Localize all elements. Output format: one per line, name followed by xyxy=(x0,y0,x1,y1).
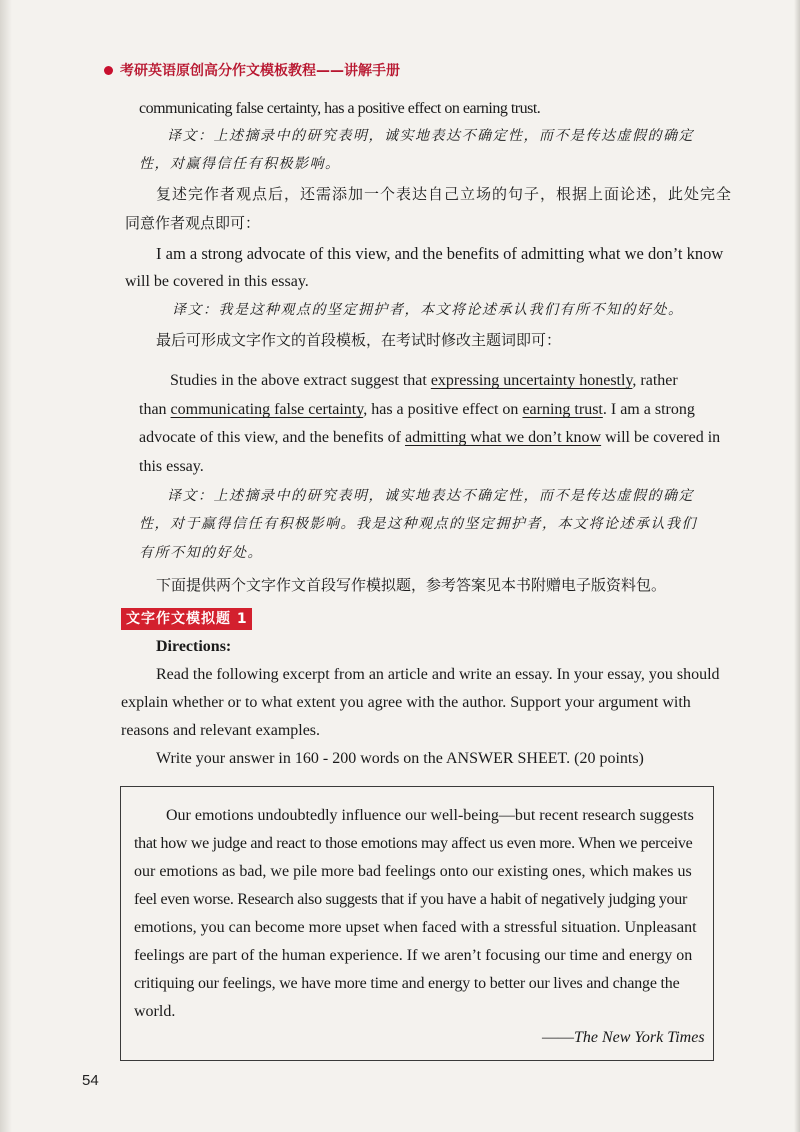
excerpt-line: feelings are part of the human experience. If we aren’t focusing our time and energy on xyxy=(134,947,693,964)
template-line: this essay. xyxy=(139,458,204,475)
body-line: communicating false certainty, has a positive effect on earning trust. xyxy=(139,100,541,117)
translation-line: 有所不知的好处。 xyxy=(139,545,263,561)
header-title: 考研英语原创高分作文模板教程——讲解手册 xyxy=(120,63,400,79)
page-gutter-shadow xyxy=(0,0,12,1132)
directions-line: Read the following excerpt from an article and write an essay. In your essay, you should xyxy=(156,666,720,683)
excerpt-line: that how we judge and react to those emotions may affect us even more. When we perceive xyxy=(134,835,693,852)
topic-underline: communicating false certainty xyxy=(170,401,364,418)
intro-line: 下面提供两个文字作文首段写作模拟题，参考答案见本书附赠电子版资料包。 xyxy=(156,576,667,594)
excerpt-line: Our emotions undoubtedly influence our well-being—but recent research suggests xyxy=(166,807,694,824)
chinese-paragraph-line: 同意作者观点即可： xyxy=(125,214,261,232)
exercise-tag: 文字作文模拟题 1 xyxy=(121,608,252,630)
translation-line: 译文：上述摘录中的研究表明，诚实地表达不确定性，而不是传达虚假的确定 xyxy=(167,488,694,504)
template-line: advocate of this view, and the benefits of admitting what we don’t know will be covered in xyxy=(139,429,721,446)
directions-label: Directions: xyxy=(156,638,232,655)
english-sentence-line: I am a strong advocate of this view, and the benefits of admitting what we don’t know xyxy=(156,244,724,263)
excerpt-line: feel even worse. Research also suggests that if you have a habit of negatively judging your xyxy=(134,891,687,908)
topic-underline: admitting what we don’t know xyxy=(404,429,602,446)
topic-underline: expressing uncertainty honestly xyxy=(430,372,633,389)
translation-line: 译文：上述摘录中的研究表明，诚实地表达不确定性，而不是传达虚假的确定 xyxy=(167,128,694,144)
chinese-paragraph-line: 最后可形成文字作文的首段模板，在考试时修改主题词即可： xyxy=(156,331,562,349)
translation-line: 译文：我是这种观点的坚定拥护者，本文将论述承认我们有所不知的好处。 xyxy=(172,302,684,318)
page-number: 54 xyxy=(82,1072,99,1089)
translation-line: 性，对赢得信任有积极影响。 xyxy=(139,156,341,172)
template-line: than communicating false certainty, has a positive effect on earning trust. I am a strong xyxy=(139,401,695,418)
excerpt-line: critiquing our feelings, we have more time and energy to better our lives and change the xyxy=(134,975,680,992)
directions-line: reasons and relevant examples. xyxy=(121,722,321,739)
excerpt-line: world. xyxy=(134,1003,176,1020)
directions-line: explain whether or to what extent you agree with the author. Support your argument with xyxy=(121,694,691,711)
chinese-paragraph-line: 复述完作者观点后，还需添加一个表达自己立场的句子，根据上面论述，此处完全 xyxy=(156,185,733,203)
page-edge-shadow xyxy=(794,0,800,1132)
template-line: Studies in the above extract suggest that expressing uncertainty honestly, rather xyxy=(170,372,678,389)
translation-line: 性，对于赢得信任有积极影响。我是这种观点的坚定拥护者，本文将论述承认我们 xyxy=(139,516,697,532)
excerpt-source: ——The New York Times xyxy=(542,1029,705,1046)
excerpt-line: our emotions as bad, we pile more bad feelings onto our existing ones, which makes us xyxy=(134,863,692,880)
english-sentence-line: will be covered in this essay. xyxy=(125,273,309,290)
bullet-dot-icon xyxy=(104,66,113,75)
directions-line: Write your answer in 160 - 200 words on the ANSWER SHEET. (20 points) xyxy=(156,750,644,767)
running-header xyxy=(104,58,400,82)
topic-underline: earning trust xyxy=(522,401,603,418)
excerpt-line: emotions, you can become more upset when faced with a stressful situation. Unpleasant xyxy=(134,919,697,936)
